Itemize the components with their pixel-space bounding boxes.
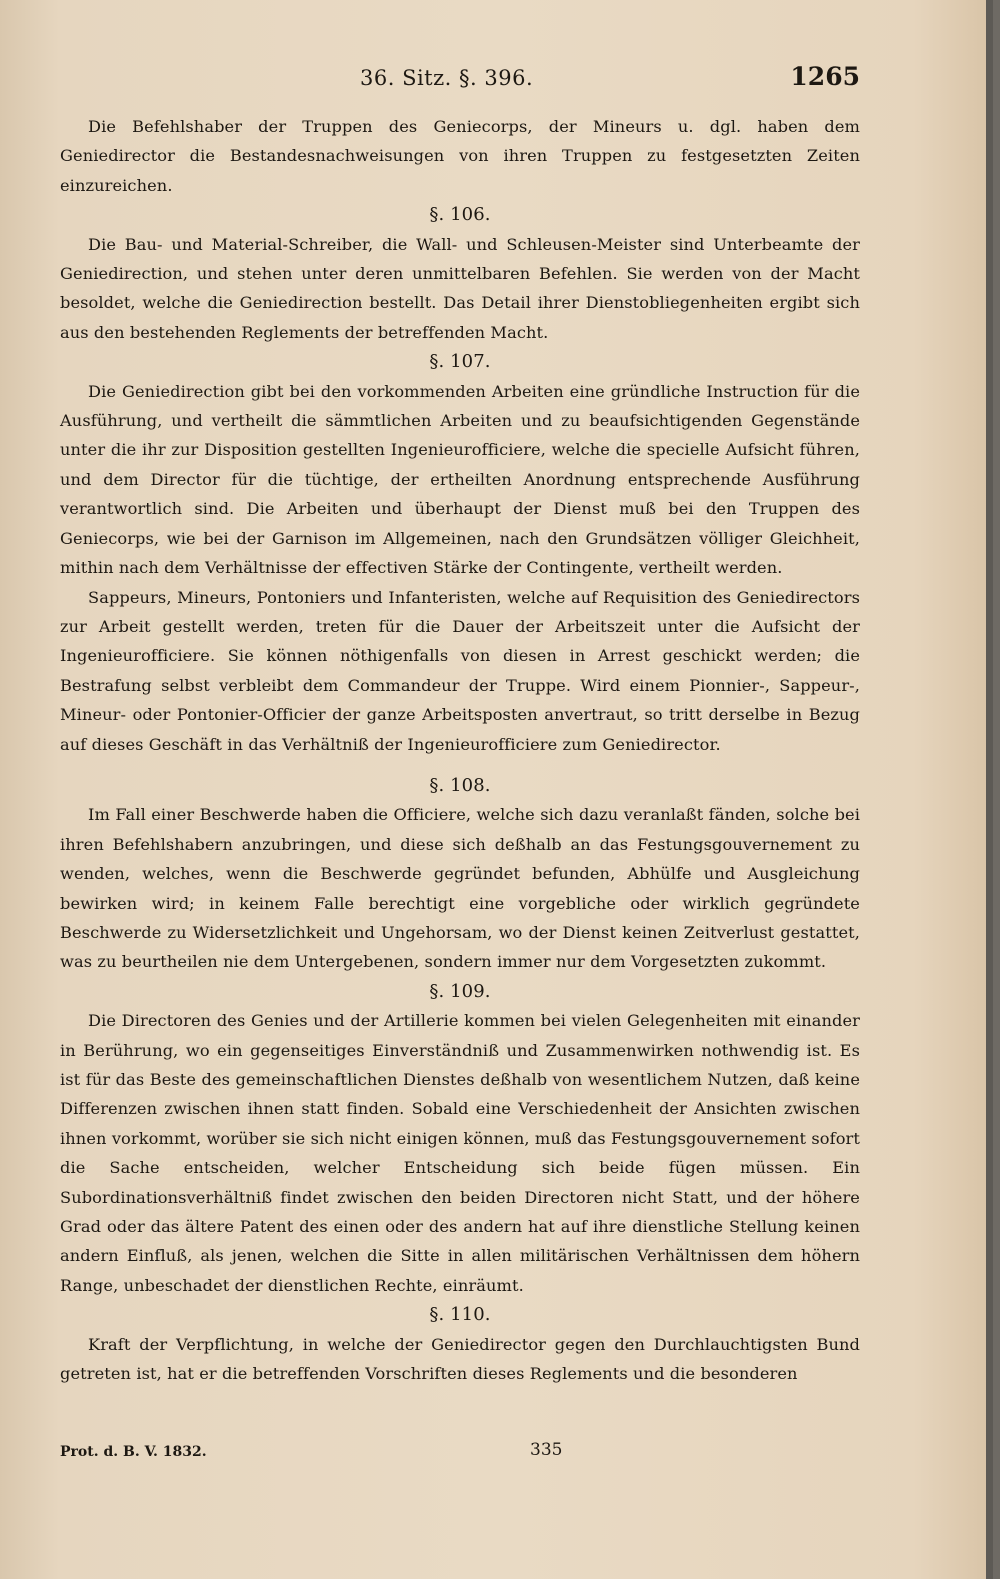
page-footer [60, 1440, 860, 1470]
section-heading-106: §. 106. [429, 204, 491, 226]
paragraph-106: Die Bau- und Material-Schreiber, die Wall- und Schleusen-Meister sind Unterbeamte der Geniedirection, und stehen unter deren unmittelbaren Befehlen. Sie werden von der Macht besoldet, welche die Geniedirection bestellt. Das Detail ihrer Dienstobliegenheiten ergibt sich aus den bestehenden Reglements der betreffenden Macht. [60, 234, 860, 342]
paragraph-109: Die Directoren des Genies und der Artillerie kommen bei vielen Gelegenheiten mit einander in Berührung, wo ein gegenseitiges Einverständniß und Zusammenwirken nothwendig ist. Es ist für das Beste des gemeinschaftlichen Dienstes deßhalb von wesentlichem Nutzen, daß keine Differenzen zwischen ihnen statt finden. Sobald eine Verschiedenheit der Ansichten zwischen ihnen vorkommt, worüber sie sich nicht einigen können, muß das Festungsgouvernement sofort die Sache entscheiden, welcher Entscheidung sich beide fügen müssen. Ein Subordinationsverhältniß findet zwischen den beiden Directoren nicht Statt, und der höhere Grad oder das ältere Patent des einen oder des andern hat auf ihre dienstliche Stellung keinen andern Einfluß, als jenen, welchen die Sitte in allen militärischen Verhältnissen dem höhern Range, unbeschadet der dienstlichen Rechte, einräumt. [60, 1011, 860, 1295]
sheet-number: 335 [530, 1440, 563, 1460]
paragraph-107-a: Die Geniedirection gibt bei den vorkommenden Arbeiten eine gründliche Instruction für die Ausführung, und vertheilt die sämmtlichen Arbeiten und zu beaufsichtigenden Gegenstände unter die ihr zur Disposition gestellten Ingenieurofficiere, welche die specielle Aufsicht führen, und dem Director für die tüchtige, der ertheilten Anordnung entsprechende Ausführung verantwortlich sind. Die Arbeiten und überhaupt der Dienst muß bei den Truppen des Geniecorps, wie bei der Garnison im Allgemeinen, nach den Grundsätzen völliger Gleichheit, mithin nach dem Verhältnisse der effectiven Stärke der Contingente, vertheilt werden. [60, 381, 860, 578]
page-number: 1265 [790, 62, 860, 91]
page-header [80, 60, 860, 100]
running-title: 36. Sitz. §. 396. [360, 66, 534, 90]
paragraph-110: Kraft der Verpflichtung, in welche der Geniedirector gegen den Durchlauchtigsten Bund getreten ist, hat er die betreffenden Vorschriften dieses Reglements und die besonderen [60, 1334, 860, 1384]
page-body [60, 112, 860, 1388]
section-heading-110: §. 110. [429, 1304, 491, 1326]
paragraph-108: Im Fall einer Beschwerde haben die Officiere, welche sich dazu veranlaßt fänden, solche bei ihren Befehlshabern anzubringen, und diese sich deßhalb an das Festungsgouvernement zu wenden, welches, wenn die Beschwerde gegründet befunden, Abhülfe und Ausgleichung bewirken wird; in keinem Falle berechtigt eine vorgebliche oder wirklich gegründete Beschwerde zu Widersetzlichkeit und Ungehorsam, wo der Dienst keinen Zeitverlust gestattet, was zu beurtheilen nie dem Untergebenen, sondern immer nur dem Vorgesetzten zukommt. [60, 805, 860, 972]
print-signature: Prot. d. B. V. 1832. [60, 1444, 207, 1460]
section-heading-109: §. 109. [429, 980, 491, 1002]
section-heading-107: §. 107. [429, 351, 491, 373]
paragraph-107-b: Sappeurs, Mineurs, Pontoniers und Infanteristen, welche auf Requisition des Geniedirectors zur Arbeit gestellt werden, treten für die Dauer der Arbeitszeit unter die Aufsicht der Ingenieurofficiere. Sie können nöthigenfalls von diesen in Arrest geschickt werden; die Bestrafung selbst verbleibt dem Commandeur der Truppe. Wird einem Pionnier-, Sappeur-, Mineur- oder Pontonier-Officier der ganze Arbeitsposten anvertraut, so tritt derselbe in Bezug auf dieses Geschäft in das Verhältniß der Ingenieurofficiere zum Geniedirector. [60, 587, 860, 754]
section-heading-108: §. 108. [429, 774, 491, 796]
scan-edge [986, 0, 993, 1579]
paragraph-intro: Die Befehlshaber der Truppen des Geniecorps, der Mineurs u. dgl. haben dem Geniedirector die Bestandesnachweisungen von ihren Truppen zu festgesetzten Zeiten einzureichen. [60, 117, 860, 195]
